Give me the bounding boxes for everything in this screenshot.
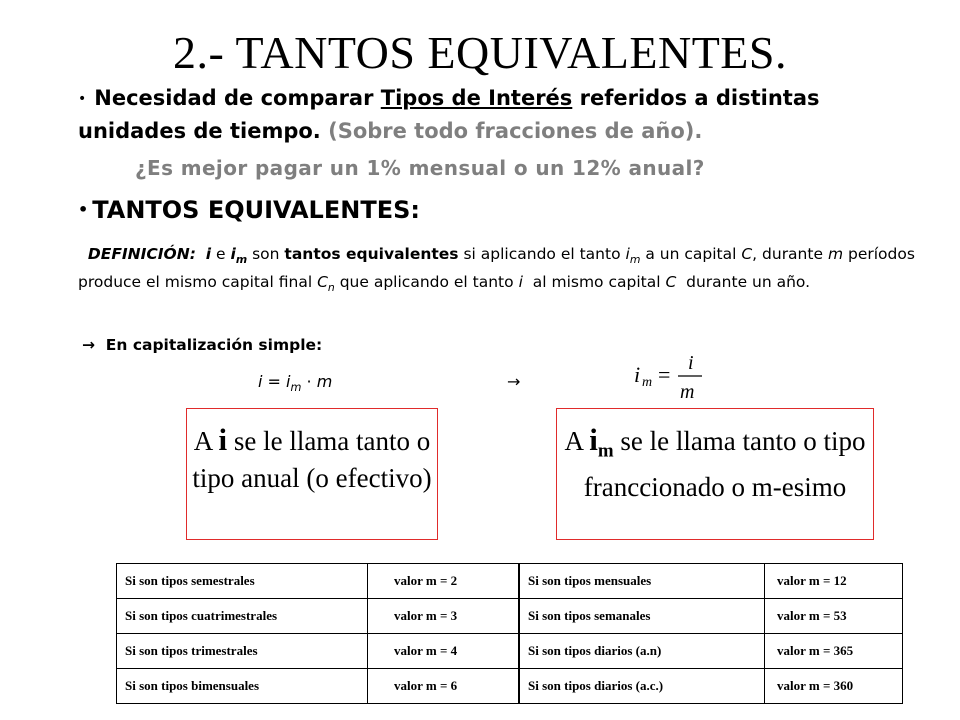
arrow-right-icon: →	[82, 336, 95, 354]
formula-im-sub: m	[290, 381, 302, 395]
bullet-dot-icon: •	[78, 91, 87, 107]
fraction-formula	[632, 352, 712, 402]
def-word-son: son	[252, 245, 280, 263]
box1-text: se le llama tanto o tipo anual (o efectivo)	[192, 426, 432, 493]
table-cell: valor m = 4	[368, 634, 520, 669]
def-text-2: a un capital	[645, 245, 737, 263]
formula-lhs: i	[258, 372, 263, 391]
box1-var: i	[218, 422, 228, 457]
def-text-4: períodos produce el mismo capital final	[78, 245, 915, 292]
def-bold-term: tantos equivalentes	[284, 245, 459, 263]
table-row	[117, 599, 903, 634]
simple-capitalization-heading	[82, 336, 322, 354]
var-i: i	[205, 245, 212, 263]
annual-rate-box	[186, 408, 438, 540]
frac-numerator: i	[688, 352, 694, 374]
formula-m: m	[316, 372, 333, 391]
definition-label: DEFINICIÓN:	[87, 245, 196, 263]
table-cell: valor m = 3	[368, 599, 520, 634]
def-text-6: al mismo capital	[532, 273, 661, 292]
table-cell: Si son tipos cuatrimestrales	[117, 599, 368, 634]
formula-dot: ·	[306, 372, 312, 391]
question-text: ¿Es mejor pagar un 1% mensual o un 12% anual?	[135, 156, 705, 180]
table-cell: valor m = 6	[368, 669, 520, 704]
box1-pre: A	[193, 426, 219, 456]
bullet-comparison-need	[78, 82, 918, 147]
var-im: i	[230, 245, 236, 263]
table-cell: valor m = 2	[368, 564, 520, 599]
box2-text: se le llama tanto o tipo franccionado o m-esimo	[583, 426, 866, 503]
bullet-section-heading	[78, 196, 918, 224]
var-Cn: C	[317, 273, 328, 292]
var-Cn-sub: n	[327, 281, 335, 295]
table-cell: Si son tipos mensuales	[519, 564, 765, 599]
var-C-2: C	[665, 273, 677, 292]
definition-paragraph	[78, 243, 916, 299]
table-cell: valor m = 360	[765, 669, 903, 704]
var-C: C	[741, 245, 753, 263]
box2-var: i	[589, 422, 598, 457]
bullet-dot-icon: •	[78, 200, 89, 219]
frac-lhs-sub: m	[642, 375, 653, 390]
period-values-table	[116, 563, 903, 704]
var-im-2-sub: m	[629, 253, 641, 267]
frac-denominator: m	[680, 381, 695, 402]
var-im-sub: m	[235, 253, 248, 267]
def-text-5: que aplicando el tanto	[339, 273, 514, 292]
section-heading-text: TANTOS EQUIVALENTES:	[92, 196, 420, 224]
frac-eq: =	[658, 362, 671, 387]
var-i-2: i	[518, 273, 523, 292]
table-row	[117, 669, 903, 704]
def-text-7: durante un año.	[686, 273, 811, 292]
table-cell: valor m = 12	[765, 564, 903, 599]
def-word-e: e	[216, 245, 226, 263]
table-cell: Si son tipos diarios (a.c.)	[519, 669, 765, 704]
frac-lhs: i	[634, 362, 641, 387]
formula-simple	[258, 372, 332, 394]
simple-heading-text: En capitalización simple:	[105, 336, 323, 354]
formula-im: i	[286, 372, 291, 391]
table-row	[117, 564, 903, 599]
box2-pre: A	[564, 426, 590, 456]
table-cell: valor m = 365	[765, 634, 903, 669]
def-text-3: , durante	[752, 245, 823, 263]
bullet1-text-pre: Necesidad de comparar	[94, 86, 381, 110]
table-cell: Si son tipos trimestrales	[117, 634, 368, 669]
table-row	[117, 634, 903, 669]
arrow-right-icon: →	[507, 372, 521, 391]
box2-var-sub: m	[597, 440, 614, 462]
table-cell: Si son tipos diarios (a.n)	[519, 634, 765, 669]
var-m: m	[827, 245, 844, 263]
bullet1-underlined-term: Tipos de Interés	[380, 86, 573, 110]
bullet1-gray-note: (Sobre todo fracciones de año).	[328, 119, 703, 143]
table-cell: Si son tipos semanales	[519, 599, 765, 634]
table-cell: valor m = 53	[765, 599, 903, 634]
slide-title: 2.- TANTOS EQUIVALENTES.	[173, 27, 787, 78]
table-cell: Si son tipos semestrales	[117, 564, 368, 599]
table-cell: Si son tipos bimensuales	[117, 669, 368, 704]
fractional-rate-box	[556, 408, 874, 540]
bullet1-text-post: referidos a distintas unidades de tiempo.	[78, 86, 820, 143]
var-im-2: i	[625, 245, 630, 263]
def-text-1: si aplicando el tanto	[463, 245, 621, 263]
formula-eq: =	[267, 372, 281, 391]
